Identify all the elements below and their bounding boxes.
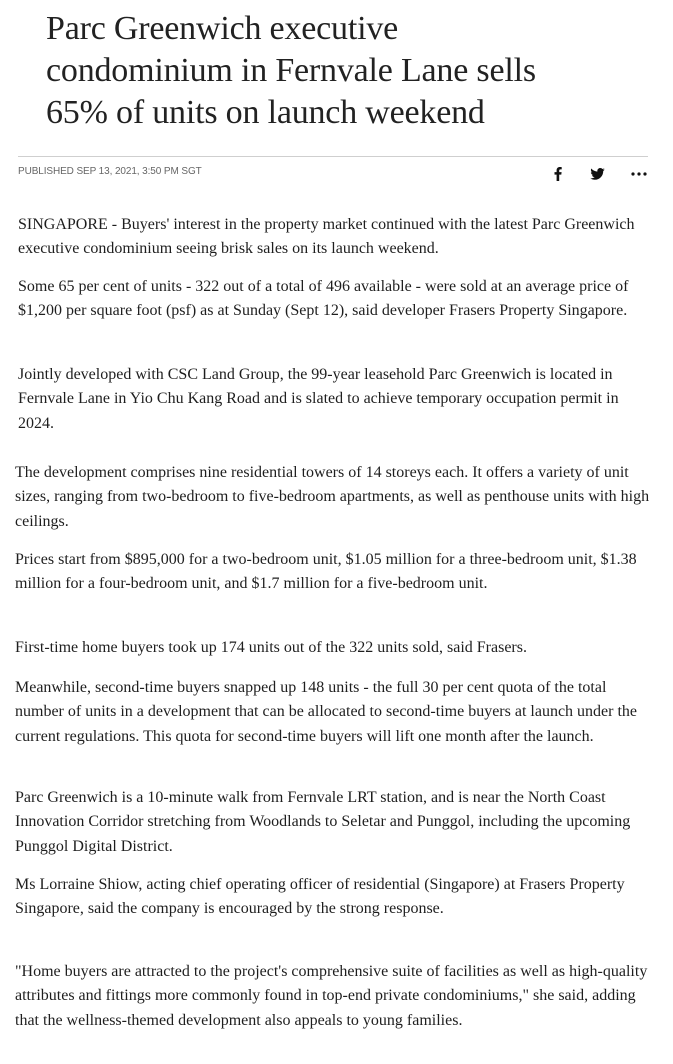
share-twitter-button[interactable] — [587, 164, 607, 184]
article-paragraph: SINGAPORE - Buyers' interest in the property market continued with the latest Parc Greenwich executive condominium seeing brisk sales on its launch weekend. — [18, 216, 635, 258]
more-icon — [631, 172, 647, 176]
headline-line: 65% of units on launch weekend — [46, 94, 485, 131]
article-paragraph: Meanwhile, second-time buyers snapped up 148 units - the full 30 per cent quota of the total number of units in a development that can be allocated to second-time buyers at launch under the current regulations. This quota for second-time buyers will lift one month after the launch. — [15, 679, 638, 745]
article-paragraph: Ms Lorraine Shiow, acting chief operating officer of residential (Singapore) at Frasers Property Singapore, said the company is encouraged by the strong response. — [15, 876, 625, 918]
twitter-icon — [590, 168, 605, 180]
headline-line: Parc Greenwich executive — [46, 10, 399, 47]
article-paragraph: The development comprises nine residential towers of 14 storeys each. It offers a variety of unit sizes, ranging from two-bedroom to five-bedroom apartments, as well as penthouse units with high ceilings. — [15, 464, 650, 530]
headline-line: condominium in Fernvale Lane sells — [46, 52, 536, 89]
headline — [46, 8, 646, 134]
article-paragraph: Jointly developed with CSC Land Group, the 99-year leasehold Parc Greenwich is located in Fernvale Lane in Yio Chu Kang Road and is slated to achieve temporary occupation permit in 2024. — [18, 366, 619, 432]
share-facebook-button[interactable] — [550, 164, 566, 184]
article-paragraph: "Home buyers are attracted to the project's comprehensive suite of facilities as well as high-quality attributes and fittings more commonly found in top-end private condominiums," she said, adding that the wellness-themed development also appeals to young families. — [15, 963, 648, 1029]
article-paragraph: Parc Greenwich is a 10-minute walk from Fernvale LRT station, and is near the North Coast Innovation Corridor stretching from Woodlands to Seletar and Punggol, including the upcoming Punggol Digital District. — [15, 789, 631, 855]
article-paragraph: First-time home buyers took up 174 units out of the 322 units sold, said Frasers. — [15, 639, 527, 656]
article-paragraph: Prices start from $895,000 for a two-bedroom unit, $1.05 million for a three-bedroom unit, $1.38 million for a four-bedroom unit, and $1.7 million for a five-bedroom unit. — [15, 551, 637, 593]
divider — [18, 156, 648, 157]
facebook-icon — [554, 167, 562, 181]
share-more-button[interactable] — [627, 164, 651, 184]
article-paragraph: Some 65 per cent of units - 322 out of a total of 496 available - were sold at an average price of $1,200 per square foot (psf) as at Sunday (Sept 12), said developer Frasers Property Singapore. — [18, 278, 629, 320]
publish-date: PUBLISHED SEP 13, 2021, 3:50 PM SGT — [18, 166, 202, 177]
